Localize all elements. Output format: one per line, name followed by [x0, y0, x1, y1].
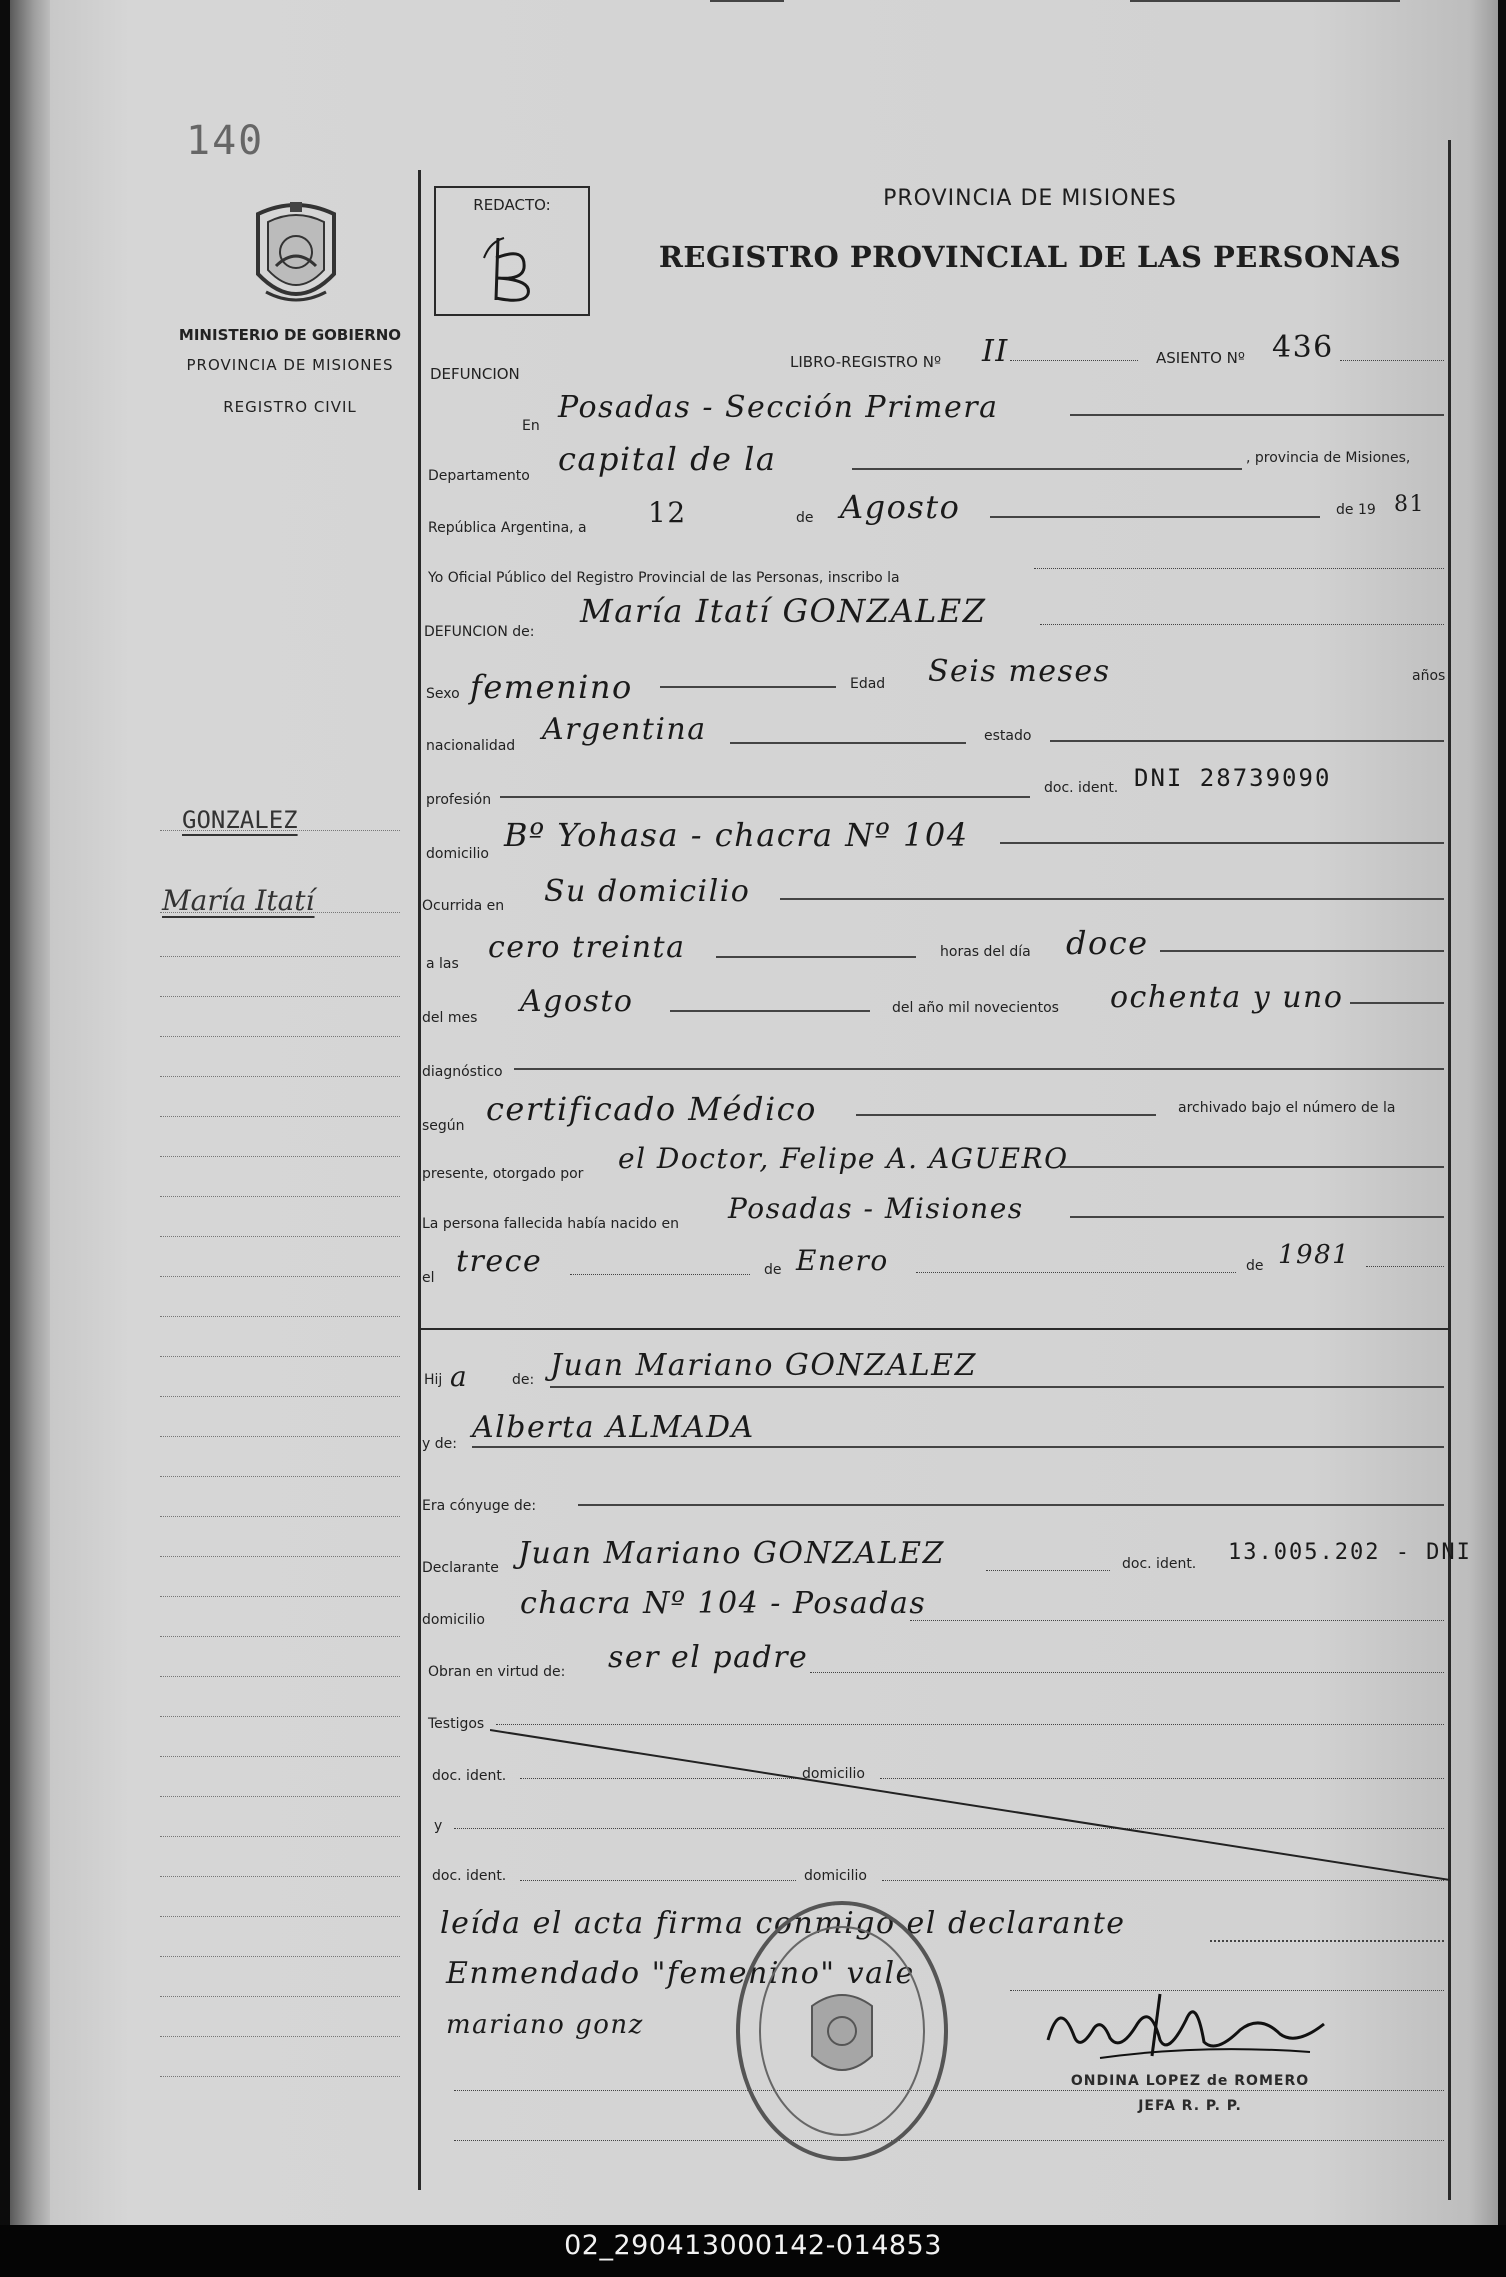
nacionalidad-label: nacionalidad [426, 738, 516, 754]
signer-name: ONDINA LOPEZ de ROMERO [1070, 2073, 1310, 2089]
en-value: Posadas - Sección Primera [558, 390, 999, 425]
margin-ruled-lines [160, 816, 400, 2126]
domicilio-label: domicilio [426, 846, 489, 862]
estado-label: estado [984, 728, 1032, 744]
de2-label: de [764, 1262, 782, 1278]
oficial-text: Yo Oficial Público del Registro Provincial de las Personas, inscribo la [428, 570, 900, 586]
profesion-label: profesión [426, 792, 492, 808]
record-type-label: DEFUNCION [430, 365, 520, 383]
segun-label: según [422, 1118, 465, 1134]
doc-ident-label: doc. ident. [1044, 780, 1119, 796]
en-label: En [522, 418, 540, 434]
redacto-label: REDACTO: [473, 196, 551, 214]
anos-label: años [1412, 668, 1446, 684]
t2-doc-label: doc. ident. [432, 1868, 507, 1884]
mes-value: Agosto [840, 488, 961, 526]
form-right-border [1448, 140, 1451, 2200]
y-de-value: Alberta ALMADA [472, 1410, 755, 1445]
ocurrida-label: Ocurrida en [422, 898, 505, 914]
de3-value: 1981 [1278, 1240, 1351, 1270]
ocurrida-value: Su domicilio [544, 874, 751, 909]
a-las-label: a las [426, 956, 459, 972]
hijo-value: Juan Mariano GONZALEZ [550, 1348, 977, 1383]
ministry-name: MINISTERIO DE GOBIERNO [178, 326, 402, 344]
archivado-label: archivado bajo el número de la [1178, 1100, 1396, 1116]
conyuge-label: Era cónyuge de: [422, 1498, 537, 1514]
dia-value: 12 [648, 496, 687, 529]
declarante-doc-label: doc. ident. [1122, 1556, 1197, 1572]
document-page [10, 0, 1498, 2225]
sexo-value: femenino [470, 668, 633, 706]
del-ano-label: del año mil novecientos [892, 1000, 1059, 1016]
ministry-registry: REGISTRO CIVIL [223, 398, 357, 416]
horas-value: doce [1066, 924, 1149, 962]
del-ano-value: ochenta y uno [1110, 980, 1344, 1015]
presente-value: el Doctor, Felipe A. AGUERO [618, 1142, 1069, 1175]
decl-domicilio-label: domicilio [422, 1612, 485, 1628]
de-label: de [796, 510, 814, 526]
ministry-province: PROVINCIA DE MISIONES [186, 356, 394, 374]
official-stamp-icon [732, 1896, 952, 2166]
segun-value: certificado Médico [486, 1090, 817, 1128]
declarante-doc-value: 13.005.202 - DNI [1228, 1540, 1472, 1565]
coat-of-arms-seal-icon [246, 196, 346, 314]
republica-label: República Argentina, a [428, 520, 587, 536]
libro-label: LIBRO-REGISTRO Nº [790, 353, 942, 371]
margin-given-name: María Itatí [162, 884, 315, 917]
header-registry: REGISTRO PROVINCIAL DE LAS PERSONAS [658, 240, 1402, 274]
t1-dom-label: domicilio [802, 1766, 865, 1782]
nacionalidad-value: Argentina [542, 712, 707, 747]
diagnostico-label: diagnóstico [422, 1064, 503, 1080]
y-de-label: y de: [422, 1436, 457, 1452]
margin-surname: GONZALEZ [182, 806, 298, 834]
testigos-label: Testigos [428, 1716, 485, 1732]
t2-dom-label: domicilio [804, 1868, 867, 1884]
libro-value: II [982, 334, 1009, 369]
presente-label: presente, otorgado por [422, 1166, 584, 1182]
hijo-de-label: de: [512, 1372, 535, 1388]
header-province: PROVINCIA DE MISIONES [883, 186, 1177, 211]
a-las-value: cero treinta [488, 930, 686, 965]
declarante-value: Juan Mariano GONZALEZ [518, 1536, 945, 1571]
doc-ident-value: DNI 28739090 [1134, 764, 1332, 792]
year-value: 81 [1394, 492, 1425, 517]
asiento-value: 436 [1272, 330, 1334, 365]
book-spine [10, 0, 50, 2225]
form-left-border [418, 170, 421, 2190]
edad-label: Edad [850, 676, 886, 692]
nacido-value: Posadas - Misiones [728, 1192, 1024, 1225]
defuncion-de-value: María Itatí GONZALEZ [580, 592, 987, 630]
horas-label: horas del día [940, 944, 1031, 960]
el-value: trece [456, 1244, 543, 1279]
provincia-label: , provincia de Misiones, [1246, 450, 1411, 466]
domicilio-value: Bº Yohasa - chacra Nº 104 [504, 816, 969, 854]
obran-label: Obran en virtud de: [428, 1664, 566, 1680]
departamento-label: Departamento [428, 468, 530, 484]
hijo-suffix: a [450, 1360, 469, 1393]
sexo-label: Sexo [426, 686, 460, 702]
hijo-label: Hij [424, 1372, 443, 1388]
note-line-1: leída el acta firma conmigo el declarante [440, 1906, 1126, 1941]
scan-footer-code: 02_290413000142-014853 [564, 2230, 942, 2261]
del-mes-label: del mes [422, 1010, 478, 1026]
signer-title: JEFA R. P. P. [1138, 2098, 1242, 2114]
del-mes-value: Agosto [520, 984, 634, 1019]
decl-domicilio-value: chacra Nº 104 - Posadas [520, 1586, 927, 1621]
asiento-label: ASIENTO Nº [1156, 349, 1245, 367]
redacto-handwritten-mark-icon [476, 228, 546, 308]
note-line-2: Enmendado "femenino" vale [446, 1956, 915, 1991]
section-divider [418, 1328, 1450, 1330]
cancellation-diagonal-line [490, 1722, 1450, 1882]
note-line-3: mariano gonz [446, 2010, 644, 2040]
de-year-label: de 19 [1336, 502, 1376, 518]
nacido-label: La persona fallecida había nacido en [422, 1216, 679, 1232]
redacto-box [434, 186, 590, 316]
departamento-value: capital de la [558, 440, 777, 478]
edad-value: Seis meses [928, 654, 1111, 689]
y-label: y [434, 1818, 443, 1834]
el-label: el [422, 1270, 435, 1286]
t1-doc-label: doc. ident. [432, 1768, 507, 1784]
obran-value: ser el padre [608, 1640, 809, 1675]
page-number: 140 [186, 118, 265, 164]
defuncion-de-label: DEFUNCION de: [424, 624, 535, 640]
declarante-label: Declarante [422, 1560, 499, 1576]
de3-label: de [1246, 1258, 1264, 1274]
official-signature-icon [1040, 1990, 1330, 2070]
de2-value: Enero [796, 1244, 889, 1277]
